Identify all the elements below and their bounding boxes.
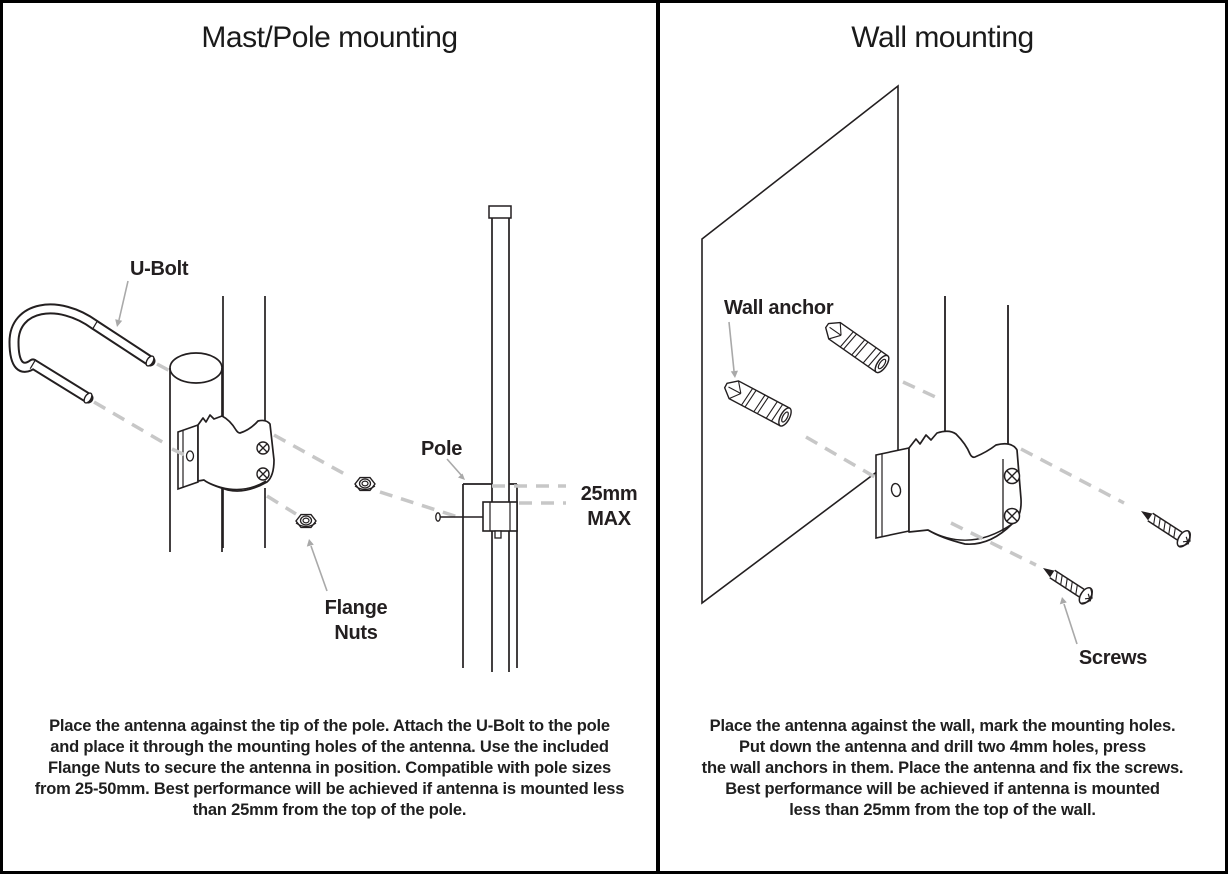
- pole-side-view-subdiagram: [421, 206, 637, 672]
- screws-label: Screws: [1078, 647, 1148, 669]
- u-bolt-label: U-Bolt: [130, 258, 189, 280]
- wall-mounting-panel: [660, 3, 1225, 871]
- screw-lower: [1038, 560, 1096, 607]
- instruction-line: Flange Nuts to secure the antenna in position. Compatible with pole sizes: [48, 759, 611, 777]
- mast-pole-title: Mast/Pole mounting: [201, 21, 458, 54]
- u-bolt-illustration: [14, 309, 155, 404]
- wall-anchor-label: Wall anchor: [724, 297, 834, 319]
- pole-label: Pole: [421, 438, 463, 460]
- instruction-line: and place it through the mounting holes of the antenna. Use the included: [50, 738, 609, 756]
- mast-pole-instructions: [3, 716, 656, 821]
- wall-mounting-instructions: [660, 716, 1225, 821]
- instruction-line: less than 25mm from the top of the wall.: [789, 801, 1096, 819]
- flange-nuts-label-arrowhead: [307, 539, 314, 547]
- u-bolt-label-arrowhead: [115, 319, 122, 327]
- instruction-line: Put down the antenna and drill two 4mm holes, press: [739, 738, 1146, 756]
- dim-max-label: MAX: [587, 508, 631, 530]
- mast-pole-mounting-panel: [3, 3, 656, 871]
- pole-clamp-bracket: [178, 415, 274, 491]
- instruction-line: Place the antenna against the wall, mark the mounting holes.: [709, 717, 1176, 735]
- assembly-guide-dashes: [94, 364, 176, 450]
- pole-label-arrowhead: [458, 474, 465, 481]
- flange-nuts-illustration: [296, 478, 375, 528]
- wall-mounting-title: Wall mounting: [851, 21, 1034, 54]
- instruction-line: the wall anchors in them. Place the antenna and fix the screws.: [701, 759, 1184, 777]
- screw-upper: [1136, 503, 1194, 550]
- flange-nuts-label-line1: Flange: [324, 597, 388, 619]
- instruction-line: from 25-50mm. Best performance will be achieved if antenna is mounted less: [34, 780, 625, 798]
- instruction-line: Place the antenna against the tip of the pole. Attach the U-Bolt to the pole: [49, 717, 610, 735]
- dim-25mm-label: 25mm: [580, 483, 638, 505]
- instruction-line: than 25mm from the top of the pole.: [192, 801, 467, 819]
- instruction-line: Best performance will be achieved if antenna is mounted: [725, 780, 1160, 798]
- flange-nuts-label-line2: Nuts: [334, 622, 378, 644]
- screws-label-arrowhead: [1060, 597, 1067, 604]
